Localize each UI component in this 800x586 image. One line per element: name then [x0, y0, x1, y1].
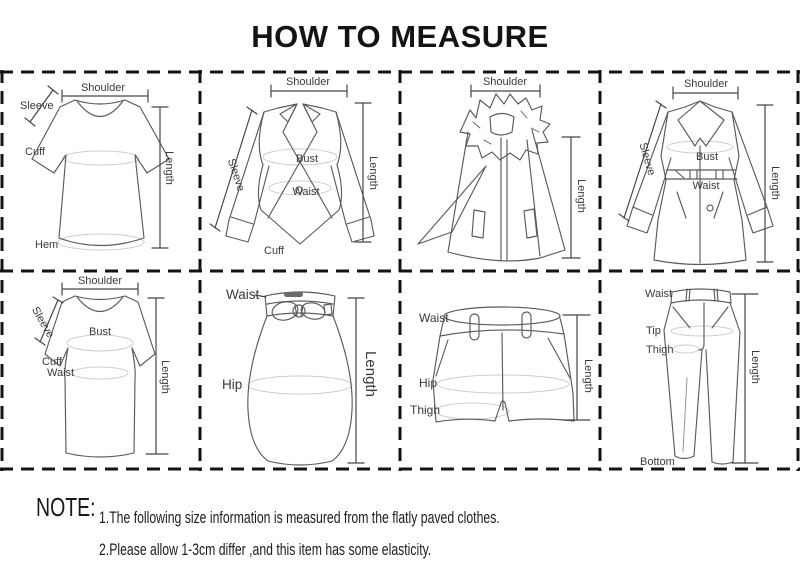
shoulder-label: Shoulder	[683, 78, 729, 90]
bust-label: Bust	[88, 326, 112, 338]
length-label: Length	[769, 166, 781, 200]
blazer-outline	[226, 104, 374, 244]
fur-coat-illustration	[400, 70, 600, 270]
trench-coat-illustration	[600, 70, 800, 270]
waist-label: Waist	[226, 287, 260, 302]
cuff-label: Cuff	[42, 356, 62, 368]
hip-label: Hip	[222, 377, 243, 392]
shorts-illustration	[400, 270, 600, 470]
hip-thigh-guides	[435, 375, 569, 419]
waist-label: Waist	[419, 311, 449, 325]
hem-label: Hem	[35, 239, 59, 251]
dress-illustration	[0, 270, 200, 470]
bust-waist-guides	[67, 335, 133, 379]
bust-label: Bust	[295, 153, 319, 165]
note-line-1: 1.The following size information is measured from the flatly paved clothes.	[99, 508, 500, 527]
length-label: Length	[582, 359, 594, 393]
pants-outline	[664, 289, 740, 464]
t-shirt-outline	[32, 100, 169, 246]
sleeve-label: Sleeve	[224, 157, 247, 193]
panel-trench-coat	[600, 70, 800, 270]
length-label: Length	[367, 156, 379, 190]
shoulder-label: Shoulder	[482, 76, 528, 88]
shoulder-label: Shoulder	[80, 82, 126, 94]
waist-label: Waist	[47, 367, 75, 379]
length-label: Length	[159, 360, 171, 394]
waist-label: Waist	[692, 180, 720, 192]
cuff-label: Cuff	[264, 245, 284, 257]
panel-shorts	[400, 270, 600, 470]
pants-illustration	[600, 270, 800, 470]
bust-hem-guides	[58, 151, 144, 250]
panel-skirt	[200, 270, 400, 470]
shoulder-label: Shoulder	[285, 76, 331, 88]
sleeve-label: Sleeve	[20, 100, 54, 112]
note-heading: NOTE:	[36, 492, 96, 522]
hip-label: Hip	[419, 376, 438, 390]
panel-t-shirt	[0, 70, 200, 270]
thigh-label: Thigh	[410, 403, 441, 417]
skirt-illustration	[200, 270, 400, 470]
waist-label: Waist	[645, 288, 673, 300]
panel-blazer	[200, 70, 400, 270]
length-label: Length	[163, 151, 175, 185]
panel-pants	[600, 270, 800, 470]
bust-label: Bust	[695, 151, 719, 163]
t-shirt-illustration	[0, 70, 200, 270]
fur-coat-outline	[418, 94, 565, 261]
sleeve-label: Sleeve	[636, 141, 658, 177]
measure-grid	[0, 70, 800, 471]
panel-dress	[0, 270, 200, 470]
thigh-label: Thigh	[646, 344, 674, 356]
hip-guide	[248, 376, 352, 394]
note-line-2: 2.Please allow 1-3cm differ ,and this item has some elasticity.	[99, 540, 432, 559]
blazer-illustration	[200, 70, 400, 270]
tip-label: Tip	[646, 325, 661, 337]
sleeve-label: Sleeve	[28, 304, 57, 341]
panel-fur-collar-coat	[400, 70, 600, 270]
length-label: Length	[362, 351, 379, 397]
bottom-label: Bottom	[640, 456, 675, 468]
shorts-outline	[433, 307, 574, 422]
length-label: Length	[575, 179, 587, 213]
page-title: HOW TO MEASURE	[251, 19, 549, 54]
note-text	[99, 502, 500, 566]
length-label: Length	[749, 350, 761, 384]
shoulder-label: Shoulder	[77, 275, 123, 287]
waist-label: Waist	[292, 186, 320, 198]
cuff-label: Cuff	[25, 146, 45, 158]
